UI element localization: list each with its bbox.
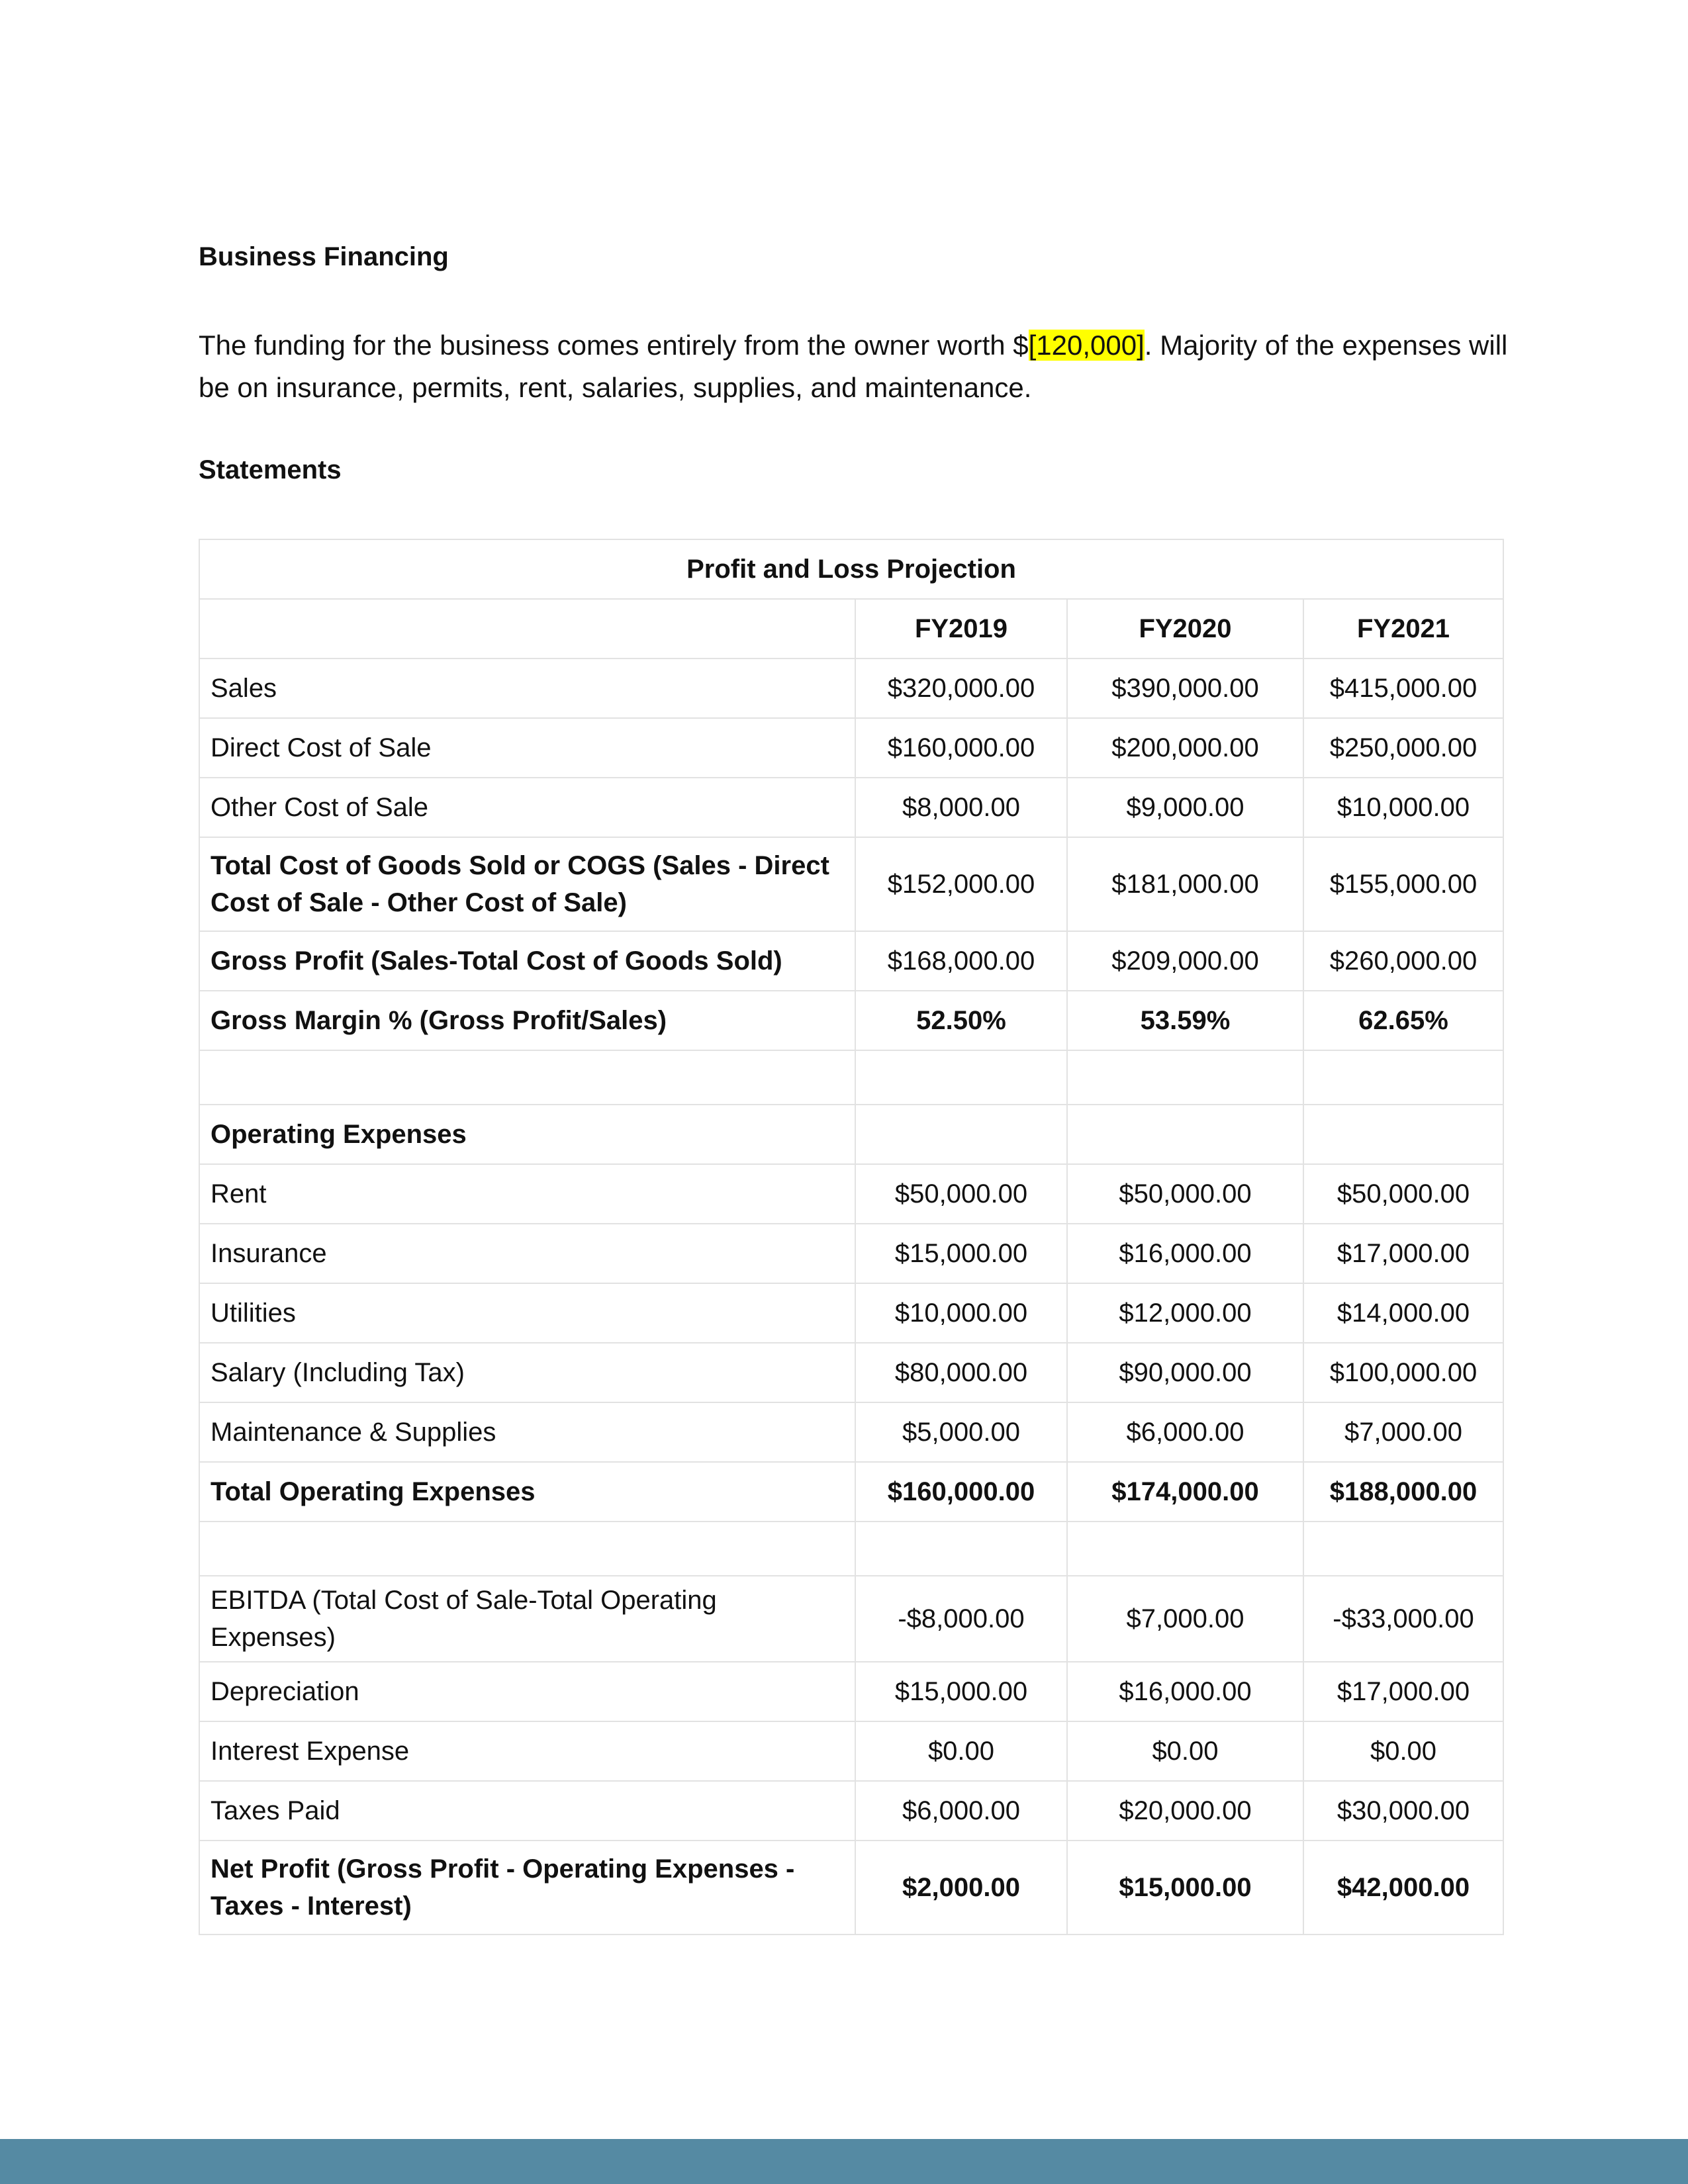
table-row-gross-margin <box>199 991 1503 1050</box>
cell-fy2019: $8,000.00 <box>855 778 1067 837</box>
cell-fy2021: $17,000.00 <box>1303 1224 1503 1283</box>
cell-fy2019: $50,000.00 <box>855 1164 1067 1224</box>
cell-fy2019: $320,000.00 <box>855 659 1067 718</box>
cell-fy2021: $30,000.00 <box>1303 1781 1503 1841</box>
row-label: Interest Expense <box>199 1721 855 1781</box>
table-row-taxes-paid <box>199 1781 1503 1841</box>
profit-loss-table <box>199 539 1504 1935</box>
table-row-net-profit <box>199 1841 1503 1934</box>
cell-fy2021: $100,000.00 <box>1303 1343 1503 1402</box>
row-label: Net Profit (Gross Profit - Operating Expenses - Taxes - Interest) <box>199 1841 855 1934</box>
cell-fy2019: $168,000.00 <box>855 931 1067 991</box>
cell-fy2021: 62.65% <box>1303 991 1503 1050</box>
cell-fy2020: $9,000.00 <box>1067 778 1303 837</box>
column-header-fy2020: FY2020 <box>1067 599 1303 659</box>
spacer-cell <box>199 1050 855 1105</box>
cell-fy2019: $160,000.00 <box>855 1462 1067 1522</box>
table-title: Profit and Loss Projection <box>199 539 1503 599</box>
table-row-insurance <box>199 1224 1503 1283</box>
table-row-spacer <box>199 1522 1503 1576</box>
cell-fy2020: $12,000.00 <box>1067 1283 1303 1343</box>
cell-fy2021: $42,000.00 <box>1303 1841 1503 1934</box>
cell-fy2021: $17,000.00 <box>1303 1662 1503 1721</box>
cell-fy2020: 53.59% <box>1067 991 1303 1050</box>
spacer-cell <box>1303 1522 1503 1576</box>
row-label: Total Operating Expenses <box>199 1462 855 1522</box>
cell-fy2020: $200,000.00 <box>1067 718 1303 778</box>
cell-fy2021 <box>1303 1105 1503 1164</box>
cell-fy2020: $50,000.00 <box>1067 1164 1303 1224</box>
cell-fy2021: -$33,000.00 <box>1303 1576 1503 1662</box>
cell-fy2020: $7,000.00 <box>1067 1576 1303 1662</box>
row-label: Insurance <box>199 1224 855 1283</box>
cell-fy2021: $7,000.00 <box>1303 1402 1503 1462</box>
table-row-utilities <box>199 1283 1503 1343</box>
table-row-total-cogs <box>199 837 1503 931</box>
cell-fy2019: $160,000.00 <box>855 718 1067 778</box>
cell-fy2019: $15,000.00 <box>855 1224 1067 1283</box>
cell-fy2020: $390,000.00 <box>1067 659 1303 718</box>
column-header-fy2021: FY2021 <box>1303 599 1503 659</box>
row-label: Sales <box>199 659 855 718</box>
spacer-cell <box>855 1522 1067 1576</box>
row-label: Other Cost of Sale <box>199 778 855 837</box>
column-header-fy2019: FY2019 <box>855 599 1067 659</box>
cell-fy2019: $15,000.00 <box>855 1662 1067 1721</box>
row-label: Utilities <box>199 1283 855 1343</box>
column-header-blank <box>199 599 855 659</box>
cell-fy2019: $2,000.00 <box>855 1841 1067 1934</box>
cell-fy2020: $174,000.00 <box>1067 1462 1303 1522</box>
cell-fy2020 <box>1067 1105 1303 1164</box>
spacer-cell <box>855 1050 1067 1105</box>
financing-text-after: . Majority of the expenses will be on insurance, permits, rent, salaries, supplies, and maintenance. <box>199 330 1508 403</box>
table-header-row <box>199 599 1503 659</box>
table-row-sales <box>199 659 1503 718</box>
cell-fy2020: $209,000.00 <box>1067 931 1303 991</box>
funding-amount-highlight: [120,000] <box>1028 330 1145 361</box>
table-row-interest-expense <box>199 1721 1503 1781</box>
cell-fy2020: $90,000.00 <box>1067 1343 1303 1402</box>
cell-fy2021: $0.00 <box>1303 1721 1503 1781</box>
spacer-cell <box>1067 1050 1303 1105</box>
cell-fy2020: $0.00 <box>1067 1721 1303 1781</box>
cell-fy2020: $20,000.00 <box>1067 1781 1303 1841</box>
cell-fy2020: $181,000.00 <box>1067 837 1303 931</box>
cell-fy2019: $6,000.00 <box>855 1781 1067 1841</box>
table-row-ebitda <box>199 1576 1503 1662</box>
spacer-cell <box>1303 1050 1503 1105</box>
row-label: Gross Profit (Sales-Total Cost of Goods Sold) <box>199 931 855 991</box>
cell-fy2020: $15,000.00 <box>1067 1841 1303 1934</box>
table-row-maintenance <box>199 1402 1503 1462</box>
row-label: Gross Margin % (Gross Profit/Sales) <box>199 991 855 1050</box>
table-row-salary <box>199 1343 1503 1402</box>
table-row-rent <box>199 1164 1503 1224</box>
cell-fy2021: $10,000.00 <box>1303 778 1503 837</box>
cell-fy2021: $415,000.00 <box>1303 659 1503 718</box>
cell-fy2019: $0.00 <box>855 1721 1067 1781</box>
row-label: Taxes Paid <box>199 1781 855 1841</box>
table-row-other-cost <box>199 778 1503 837</box>
row-label: Salary (Including Tax) <box>199 1343 855 1402</box>
footer-band <box>0 2139 1688 2184</box>
table-row-spacer <box>199 1050 1503 1105</box>
row-label: Direct Cost of Sale <box>199 718 855 778</box>
cell-fy2019: $152,000.00 <box>855 837 1067 931</box>
cell-fy2021: $260,000.00 <box>1303 931 1503 991</box>
table-row-gross-profit <box>199 931 1503 991</box>
cell-fy2021: $188,000.00 <box>1303 1462 1503 1522</box>
spacer-cell <box>199 1522 855 1576</box>
cell-fy2019 <box>855 1105 1067 1164</box>
table-row-total-operating-expenses <box>199 1462 1503 1522</box>
business-financing-heading: Business Financing <box>199 242 449 271</box>
row-label: Rent <box>199 1164 855 1224</box>
table-row-direct-cost <box>199 718 1503 778</box>
cell-fy2019: 52.50% <box>855 991 1067 1050</box>
cell-fy2019: -$8,000.00 <box>855 1576 1067 1662</box>
spacer-cell <box>1067 1522 1303 1576</box>
cell-fy2019: $80,000.00 <box>855 1343 1067 1402</box>
row-label: Maintenance & Supplies <box>199 1402 855 1462</box>
cell-fy2021: $250,000.00 <box>1303 718 1503 778</box>
cell-fy2019: $5,000.00 <box>855 1402 1067 1462</box>
financing-text-before: The funding for the business comes entirely from the owner worth $ <box>199 330 1029 361</box>
row-label: Depreciation <box>199 1662 855 1721</box>
cell-fy2021: $50,000.00 <box>1303 1164 1503 1224</box>
financing-paragraph <box>199 324 1509 409</box>
row-label: Operating Expenses <box>199 1105 855 1164</box>
row-label: Total Cost of Goods Sold or COGS (Sales - Direct Cost of Sale - Other Cost of Sale) <box>199 837 855 931</box>
cell-fy2020: $16,000.00 <box>1067 1662 1303 1721</box>
table-row-depreciation <box>199 1662 1503 1721</box>
cell-fy2019: $10,000.00 <box>855 1283 1067 1343</box>
cell-fy2021: $155,000.00 <box>1303 837 1503 931</box>
statements-heading: Statements <box>199 455 342 484</box>
cell-fy2020: $16,000.00 <box>1067 1224 1303 1283</box>
cell-fy2021: $14,000.00 <box>1303 1283 1503 1343</box>
cell-fy2020: $6,000.00 <box>1067 1402 1303 1462</box>
table-title-row <box>199 539 1503 599</box>
row-label: EBITDA (Total Cost of Sale-Total Operating Expenses) <box>199 1576 855 1662</box>
table-row-operating-expenses-header <box>199 1105 1503 1164</box>
